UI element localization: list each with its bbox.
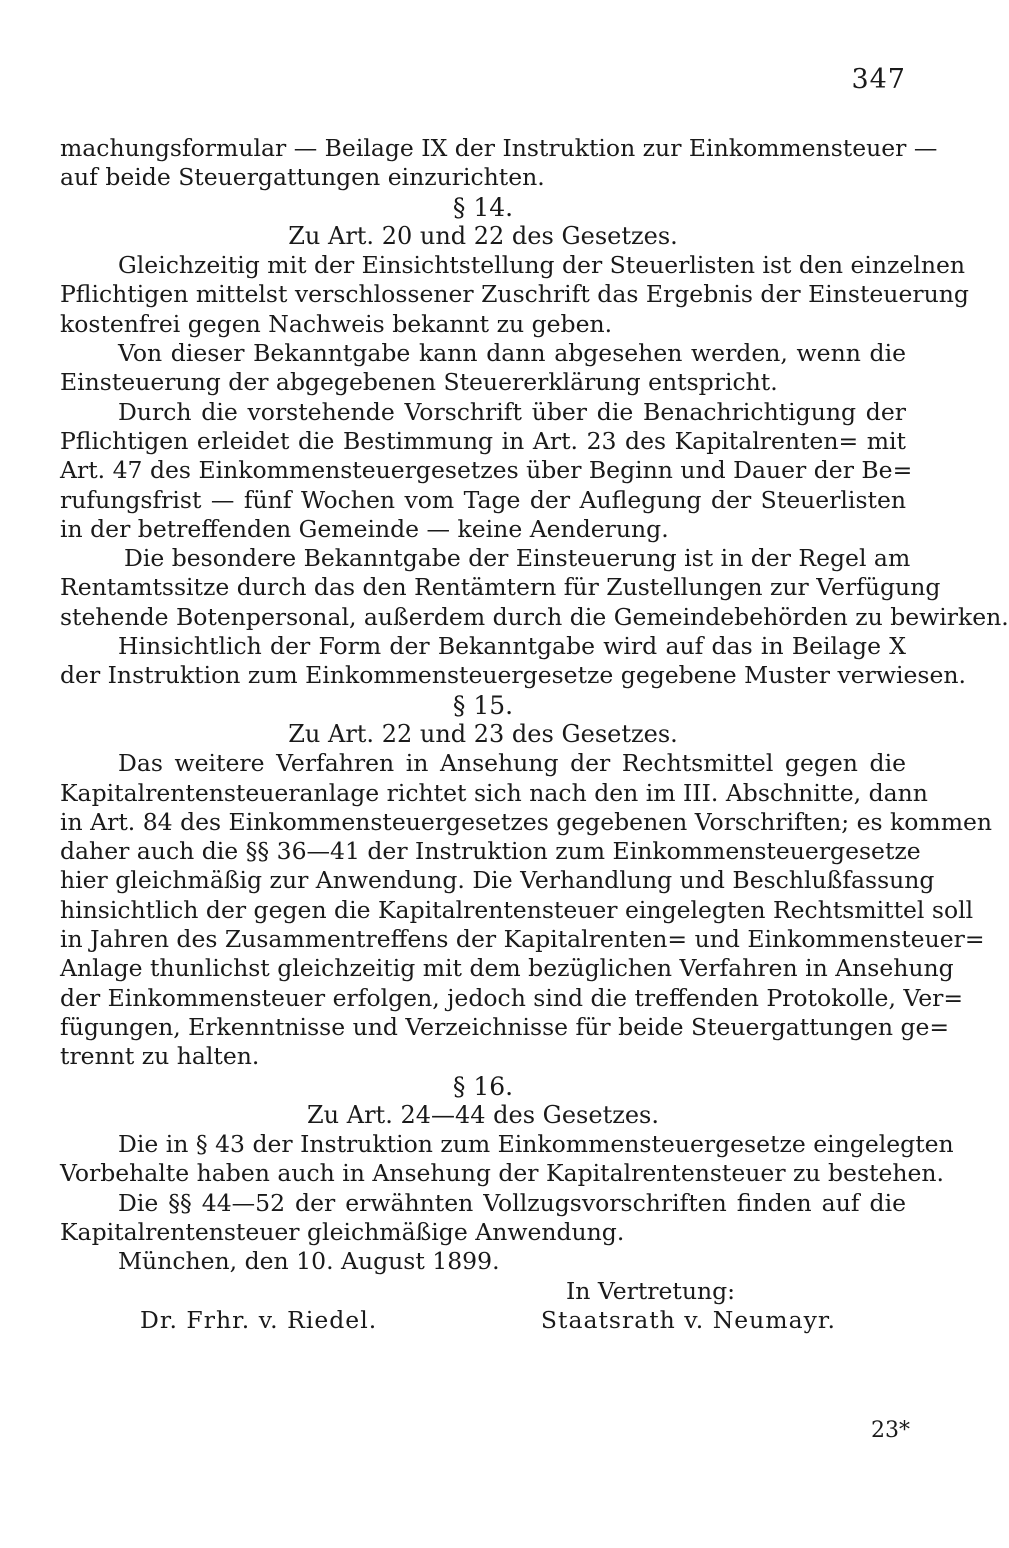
body-line: Pflichtigen mittelst verschlossener Zuschrift das Ergebnis der Einsteuerung bbox=[60, 280, 969, 309]
body-line: machungsformular — Beilage IX der Instruktion zur Einkommensteuer — bbox=[60, 134, 938, 162]
body-line: Durch die vorstehende Vorschrift über die Benachrichtigung der bbox=[118, 397, 906, 426]
body-line: fügungen, Erkenntnisse und Verzeichnisse für beide Steuergattungen ge= bbox=[60, 1012, 950, 1041]
body-line: Die in § 43 der Instruktion zum Einkommensteuergesetze eingelegten bbox=[118, 1130, 954, 1159]
body-line: Art. 47 des Einkommensteuergesetzes über Beginn und Dauer der Be= bbox=[60, 456, 913, 485]
body-line: in der betreffenden Gemeinde — keine Aenderung. bbox=[60, 514, 669, 543]
section-heading: § 15. bbox=[452, 690, 514, 720]
signature-left: Dr. Frhr. v. Riedel. bbox=[140, 1305, 378, 1334]
section-heading: § 14. bbox=[452, 192, 514, 222]
body-line: Pflichtigen erleidet die Bestimmung in Art. 23 des Kapitalrenten= mit bbox=[60, 426, 906, 455]
body-line: rufungsfrist — fünf Wochen vom Tage der Auflegung der Steuerlisten bbox=[60, 485, 906, 514]
body-line: der Instruktion zum Einkommensteuergesetze gegebene Muster verwiesen. bbox=[60, 661, 966, 690]
body-line: Kapitalrentensteuer gleichmäßige Anwendung. bbox=[60, 1217, 625, 1246]
article-heading: Zu Art. 22 und 23 des Gesetzes. bbox=[288, 719, 678, 748]
body-line: Das weitere Verfahren in Ansehung der Rechtsmittel gegen die bbox=[118, 749, 906, 778]
sheet-signature: 23* bbox=[871, 1418, 910, 1443]
body-line: Gleichzeitig mit der Einsichtstellung der Steuerlisten ist den einzelnen bbox=[118, 251, 966, 280]
body-line: Die §§ 44—52 der erwähnten Vollzugsvorschriften finden auf die bbox=[118, 1188, 906, 1217]
signature-row bbox=[60, 1306, 906, 1335]
document-body bbox=[60, 134, 1009, 1335]
article-heading: Zu Art. 24—44 des Gesetzes. bbox=[306, 1100, 660, 1129]
body-line: Vorbehalte haben auch in Ansehung der Kapitalrentensteuer zu bestehen. bbox=[60, 1159, 945, 1188]
body-line: stehende Botenpersonal, außerdem durch die Gemeindebehörden zu bewirken. bbox=[60, 602, 1009, 631]
body-line: auf beide Steuergattungen einzurichten. bbox=[60, 163, 545, 192]
body-line: in Jahren des Zusammentreffens der Kapitalrenten= und Einkommensteuer= bbox=[60, 925, 985, 954]
body-line: in Art. 84 des Einkommensteuergesetzes gegebenen Vorschriften; es kommen bbox=[60, 807, 993, 836]
signature-right: Staatsrath v. Neumayr. bbox=[540, 1305, 836, 1334]
body-line: daher auch die §§ 36—41 der Instruktion zum Einkommensteuergesetze bbox=[60, 837, 921, 866]
body-line: trennt zu halten. bbox=[60, 1042, 260, 1071]
body-line: Einsteuerung der abgegebenen Steuererklärung entspricht. bbox=[60, 368, 778, 397]
body-line: hier gleichmäßig zur Anwendung. Die Verhandlung und Beschlußfassung bbox=[60, 866, 935, 895]
body-line: Anlage thunlichst gleichzeitig mit dem bezüglichen Verfahren in Ansehung bbox=[60, 954, 954, 983]
page-number: 347 bbox=[851, 64, 906, 95]
body-line: Von dieser Bekanntgabe kann dann abgesehen werden, wenn die bbox=[118, 339, 906, 368]
article-heading: Zu Art. 20 und 22 des Gesetzes. bbox=[288, 221, 678, 250]
body-line: der Einkommensteuer erfolgen, jedoch sind die treffenden Protokolle, Ver= bbox=[60, 983, 964, 1012]
body-line: Rentamtssitze durch das den Rentämtern für Zustellungen zur Verfügung bbox=[60, 573, 941, 602]
body-line: Kapitalrentensteueranlage richtet sich nach den im III. Abschnitte, dann bbox=[60, 778, 928, 807]
body-line: Die besondere Bekanntgabe der Einsteuerung ist in der Regel am bbox=[124, 544, 911, 573]
section-heading: § 16. bbox=[452, 1071, 514, 1101]
date-line: München, den 10. August 1899. bbox=[118, 1247, 500, 1276]
body-line: Hinsichtlich der Form der Bekanntgabe wird auf das in Beilage X bbox=[118, 632, 906, 661]
body-line: kostenfrei gegen Nachweis bekannt zu geben. bbox=[60, 309, 613, 338]
body-line: hinsichtlich der gegen die Kapitalrentensteuer eingelegten Rechtsmittel soll bbox=[60, 895, 974, 924]
representation-line: In Vertretung: bbox=[566, 1276, 736, 1305]
